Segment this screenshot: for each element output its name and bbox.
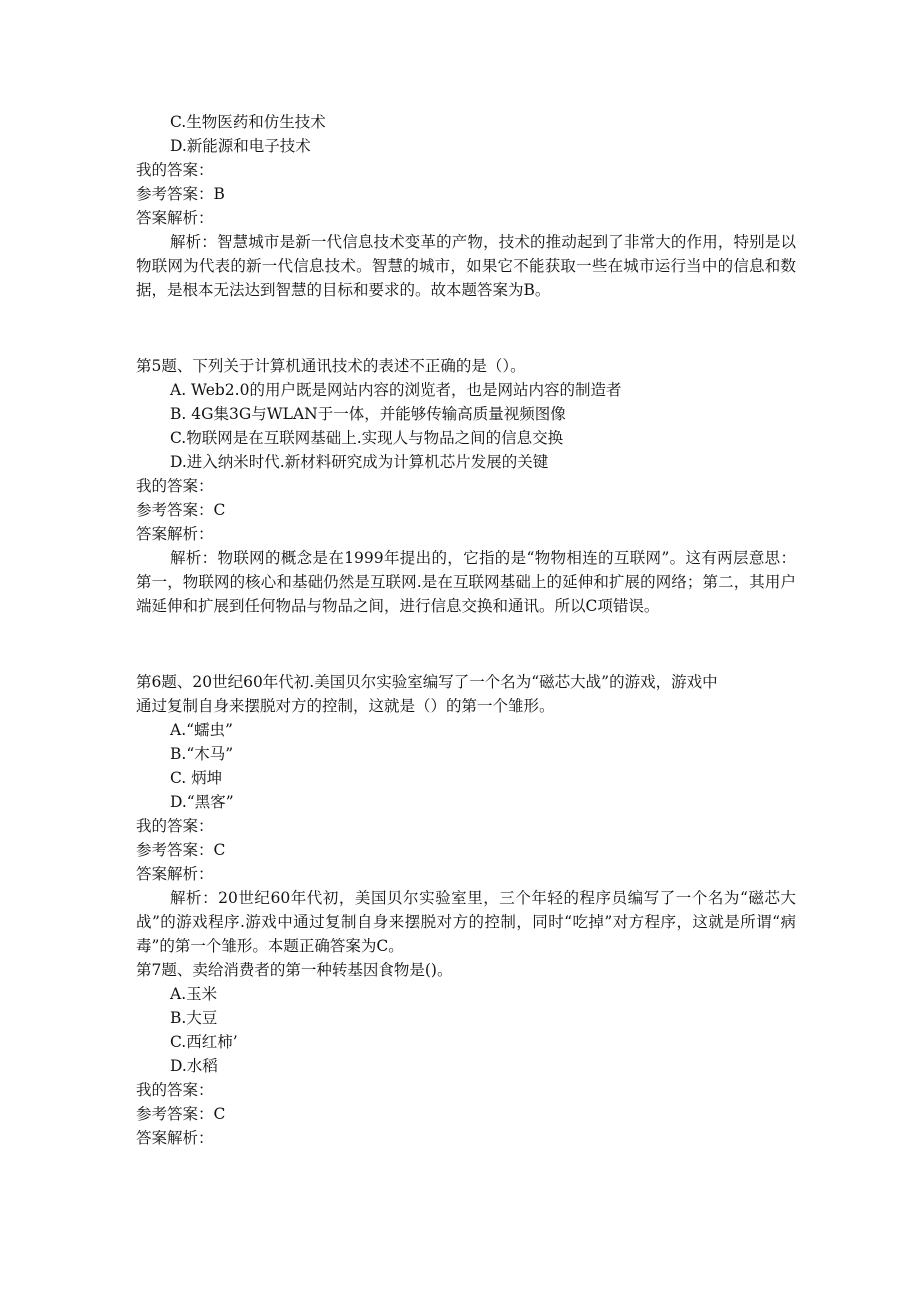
q6-analysis-label: 答案解析： [136, 865, 214, 883]
q5-reference-answer: 参考答案：C [136, 501, 226, 519]
q7-option-d: D.水稻 [170, 1057, 218, 1075]
q6-question-line1: 第6题、20世纪60年代初.美国贝尔实验室编写了一个名为“磁芯大战”的游戏，游戏中 [136, 673, 718, 691]
q7-reference-answer: 参考答案：C [136, 1105, 226, 1123]
q7-option-a: A.玉米 [170, 985, 218, 1003]
q7-option-c: C.西红柿’ [170, 1033, 238, 1051]
q7-question: 第7题、卖给消费者的第一种转基因食物是()。 [136, 961, 453, 979]
q4-option-d: D.新能源和电子技术 [170, 137, 311, 155]
q6-option-a: A.“蠕虫” [170, 721, 233, 739]
q5-option-b: B. 4G集3G与WLAN于一体，并能够传输高质量视频图像 [170, 405, 566, 423]
q4-my-answer: 我的答案： [136, 161, 214, 179]
q5-option-d: D.进入纳米时代.新材料研究成为计算机芯片发展的关键 [170, 453, 549, 471]
q5-my-answer: 我的答案： [136, 477, 214, 495]
q6-question-line2: 通过复制自身来摆脱对方的控制，这就是（）的第一个雏形。 [136, 697, 555, 715]
q5-option-c: C.物联网是在互联网基础上.实现人与物品之间的信息交换 [170, 429, 564, 447]
q5-analysis-text: 解析：物联网的概念是在1999年提出的，它指的是“物物相连的互联网”。这有两层意思：第一，物联网的核心和基础仍然是互联网.是在互联网基础上的延伸和扩展的网络；第二，其用户端延伸和扩展到任何物品与物品之间，进行信息交换和通讯。所以C项错误。 [136, 549, 796, 615]
q6-option-b: B.“木马” [170, 745, 234, 763]
q7-analysis-label: 答案解析： [136, 1129, 214, 1147]
q4-analysis-text: 解析：智慧城市是新一代信息技术变革的产物，技术的推动起到了非常大的作用，特别是以物联网为代表的新一代信息技术。智慧的城市，如果它不能获取一些在城市运行当中的信息和数据，是根本无法达到智慧的目标和要求的。故本题答案为B。 [136, 233, 796, 299]
q6-analysis-text: 解析：20世纪60年代初，美国贝尔实验室里，三个年轻的程序员编写了一个名为“磁芯大战”的游戏程序.游戏中通过复制自身来摆脱对方的控制，同时“吃掉”对方程序，这就是所谓“病毒”的第一个雏形。本题正确答案为C。 [136, 889, 796, 955]
q5-analysis-label: 答案解析： [136, 525, 214, 543]
q7-option-b: B.大豆 [170, 1009, 218, 1027]
q5-question: 第5题、下列关于计算机通讯技术的表述不正确的是（）。 [136, 357, 526, 375]
document-content [136, 110, 796, 1150]
q5-option-a: A. Web2.0的用户既是网站内容的浏览者，也是网站内容的制造者 [170, 381, 622, 399]
spacer [136, 618, 796, 670]
spacer [136, 302, 796, 354]
q4-reference-answer: 参考答案：B [136, 185, 225, 203]
q4-analysis-label: 答案解析： [136, 209, 214, 227]
q7-my-answer: 我的答案： [136, 1081, 214, 1099]
q6-reference-answer: 参考答案：C [136, 841, 226, 859]
q4-option-c: C.生物医药和仿生技术 [170, 113, 326, 131]
q6-option-c: C. 炳坤 [170, 769, 223, 787]
q6-my-answer: 我的答案： [136, 817, 214, 835]
q6-option-d: D.“黑客” [170, 793, 234, 811]
